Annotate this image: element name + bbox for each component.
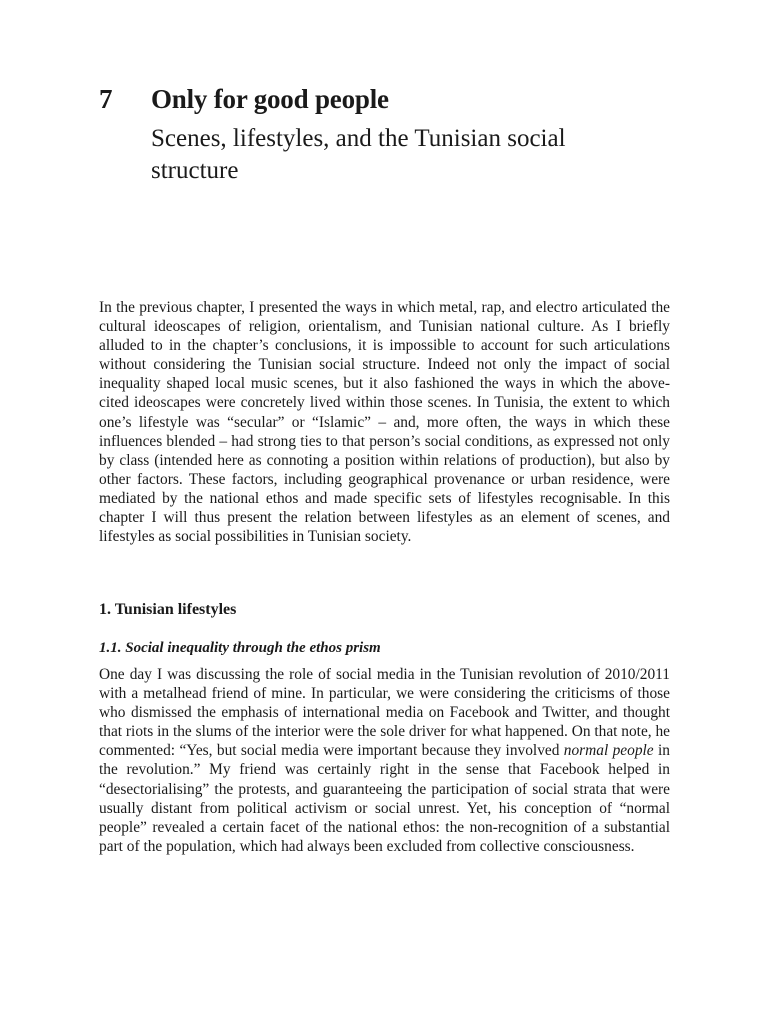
intro-paragraph: In the previous chapter, I presented the ways in which metal, rap, and electro articulated the cultural ideoscapes of religion, orientalism, and Tunisian national culture. As I briefly alluded to in the chapter’s conclusions, it is impossible to account for such articulations without considering the Tunisian social structure. Indeed not only the impact of social inequality shaped local music scenes, but it also fashioned the ways in which the above-cited ideoscapes were concretely lived within those scenes. In Tunisia, the extent to which one’s lifestyle was “secular” or “Islamic” – and, more often, the ways in which these influences blended – had strong ties to that person’s social conditions, as expressed not only by class (intended here as connoting a position within relations of production), but also by other factors. These factors, including geographical provenance or urban residence, were mediated by the national ethos and made specific sets of lifestyles recognisable. In this chapter I will thus present the relation between lifestyles as an element of scenes, and lifestyles as social possibilities in Tunisian society.: [99, 299, 670, 546]
paragraph-emphasis: normal people: [563, 742, 654, 760]
body-paragraph: [99, 665, 670, 856]
chapter-title-line: [99, 84, 679, 115]
paragraph-text-end: in the revolution.” My friend was certainly right in the sense that Facebook helped in “desectorialising” the protests, and guaranteeing the participation of social strata that were usually distant from political activism or social unrest. Yet, his conception of “normal people” revealed a certain facet of the national ethos: the non-recognition of a substantial part of the population, which had always been excluded from collective consciousness.: [99, 742, 670, 855]
chapter-header: [99, 84, 679, 187]
subsection-heading: 1.1. Social inequality through the ethos prism: [99, 640, 381, 656]
paragraph-text-start: One day I was discussing the role of social media in the Tunisian revolution of 2010/2011 with a metalhead friend of mine. In particular, we were considering the criticisms of those who dismissed the emphasis of international media on Facebook and Twitter, and thought that riots in the slums of the interior were the sole driver for what happened. On that note, he commented: “Yes, but social media were important because they involved: [99, 666, 671, 760]
chapter-number: 7: [99, 84, 113, 114]
chapter-subtitle: Scenes, lifestyles, and the Tunisian social structure: [151, 125, 566, 184]
chapter-title: Only for good people: [151, 84, 389, 114]
section-heading: 1. Tunisian lifestyles: [99, 601, 237, 618]
